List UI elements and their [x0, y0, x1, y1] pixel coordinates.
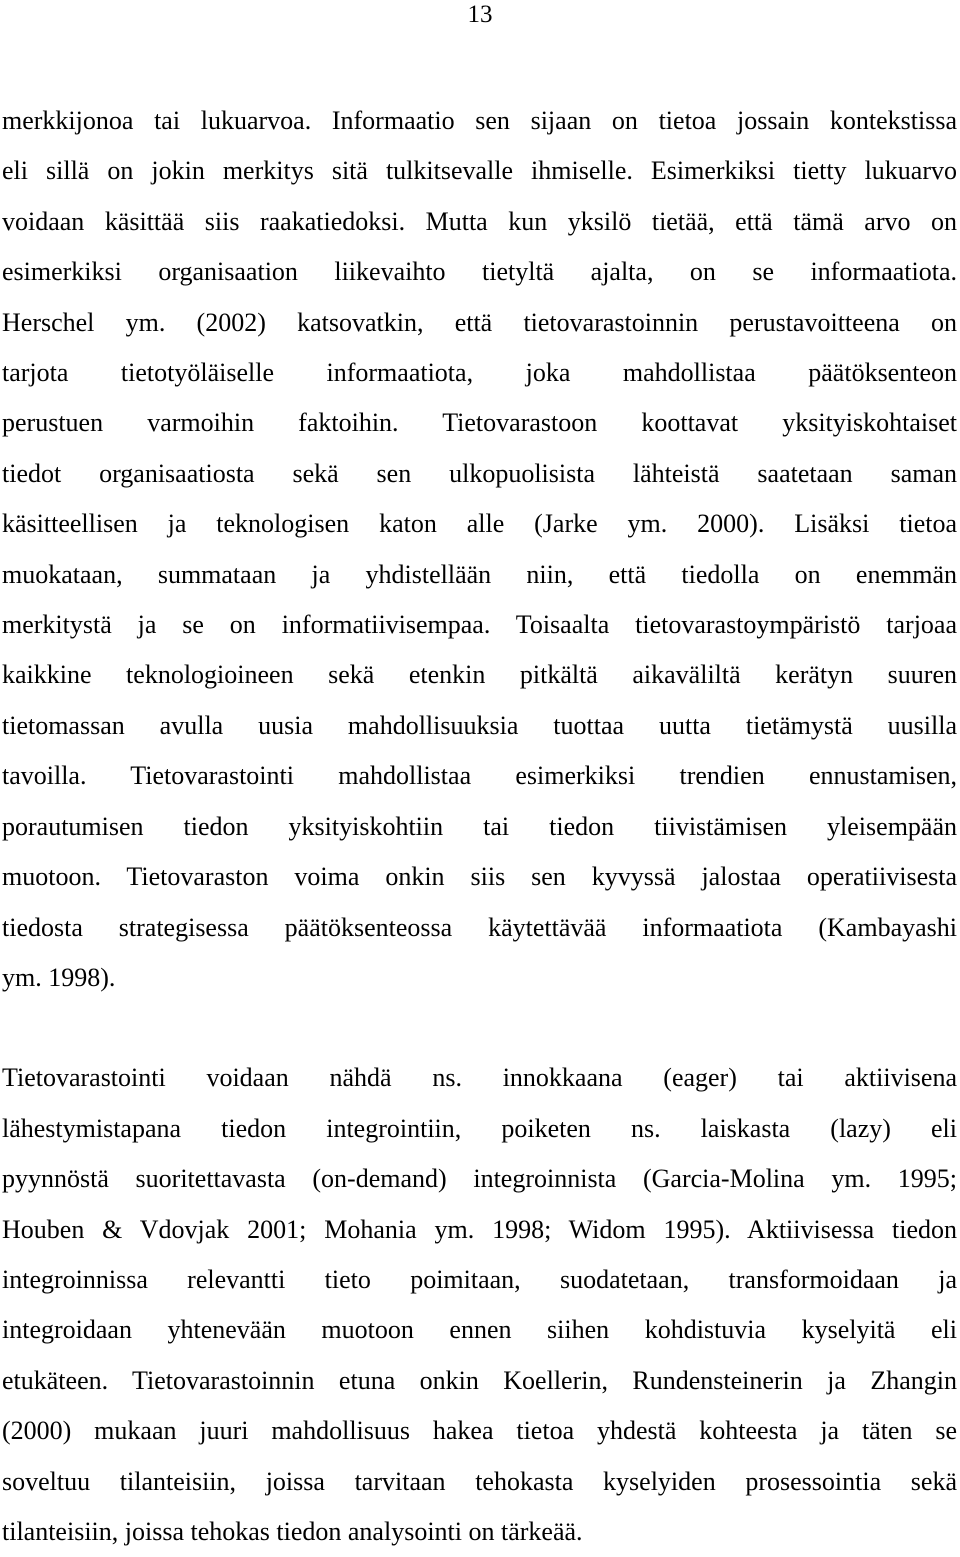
text-line: pyynnöstä suoritettavasta (on-demand) integroinnista (Garcia-Molina ym. 1995;: [2, 1164, 957, 1194]
text-line: merkitystä ja se on informatiivisempaa. Toisaalta tietovarastoympäristö tarjoaa: [2, 610, 957, 640]
text-line: tavoilla. Tietovarastointi mahdollistaa esimerkiksi trendien ennustamisen,: [2, 761, 957, 791]
text-line: (2000) mukaan juuri mahdollisuus hakea tietoa yhdestä kohteesta ja täten se: [2, 1416, 957, 1446]
text-line: integroinnissa relevantti tieto poimitaan, suodatetaan, transformoidaan ja: [2, 1264, 957, 1294]
paragraph-2: [2, 1053, 957, 1557]
text-line: muokataan, summataan ja yhdistellään niin, että tiedolla on enemmän: [2, 559, 957, 589]
text-line: etukäteen. Tietovarastoinnin etuna onkin Koellerin, Rundensteinerin ja Zhangin: [2, 1365, 957, 1395]
text-line: tiedot organisaatiosta sekä sen ulkopuolisista lähteistä saatetaan saman: [2, 458, 957, 488]
text-line: käsitteellisen ja teknologisen katon alle (Jarke ym. 2000). Lisäksi tietoa: [2, 509, 957, 539]
paragraph-gap: [2, 1003, 957, 1053]
text-line: ym. 1998).: [2, 962, 116, 992]
text-line: soveltuu tilanteisiin, joissa tarvitaan tehokasta kyselyiden prosessointia sekä: [2, 1466, 957, 1496]
text-line: tarjota tietotyöläiselle informaatiota, joka mahdollistaa päätöksenteon: [2, 358, 957, 388]
text-line: tietomassan avulla uusia mahdollisuuksia tuottaa uutta tietämystä uusilla: [2, 710, 957, 740]
text-line: muotoon. Tietovaraston voima onkin siis sen kyvyssä jalostaa operatiivisesta: [2, 862, 957, 892]
text-line: eli sillä on jokin merkitys sitä tulkitsevalle ihmiselle. Esimerkiksi tietty lukuarvo: [2, 156, 957, 186]
text-line: Herschel ym. (2002) katsovatkin, että tietovarastoinnin perustavoitteena on: [2, 307, 957, 337]
text-line: tiedosta strategisessa päätöksenteossa käytettävää informaatiota (Kambayashi: [2, 912, 957, 942]
text-line: tilanteisiin, joissa tehokas tiedon analysointi on tärkeää.: [2, 1516, 583, 1546]
text-line: Tietovarastointi voidaan nähdä ns. innokkaana (eager) tai aktiivisena: [2, 1063, 957, 1093]
text-line: kaikkine teknologioineen sekä etenkin pitkältä aikaväliltä kerätyn suuren: [2, 660, 957, 690]
page-number: 13: [467, 1, 493, 28]
text-line: lähestymistapana tiedon integrointiin, poiketen ns. laiskasta (lazy) eli: [2, 1113, 957, 1143]
text-line: porautumisen tiedon yksityiskohtiin tai tiedon tiivistämisen yleisempään: [2, 811, 957, 841]
text-line: esimerkiksi organisaation liikevaihto tietyltä ajalta, on se informaatiota.: [2, 257, 957, 287]
paragraph-1: [2, 96, 957, 1003]
text-line: perustuen varmoihin faktoihin. Tietovarastoon koottavat yksityiskohtaiset: [2, 408, 957, 438]
text-line: integroidaan yhtenevään muotoon ennen siihen kohdistuvia kyselyitä eli: [2, 1315, 957, 1345]
text-line: merkkijonoa tai lukuarvoa. Informaatio sen sijaan on tietoa jossain kontekstissa: [2, 106, 957, 135]
text-line: Houben & Vdovjak 2001; Mohania ym. 1998; Widom 1995). Aktiivisessa tiedon: [2, 1214, 957, 1244]
text-line: voidaan käsittää siis raakatiedoksi. Mutta kun yksilö tietää, että tämä arvo on: [2, 206, 957, 236]
body-text: [2, 96, 957, 1557]
